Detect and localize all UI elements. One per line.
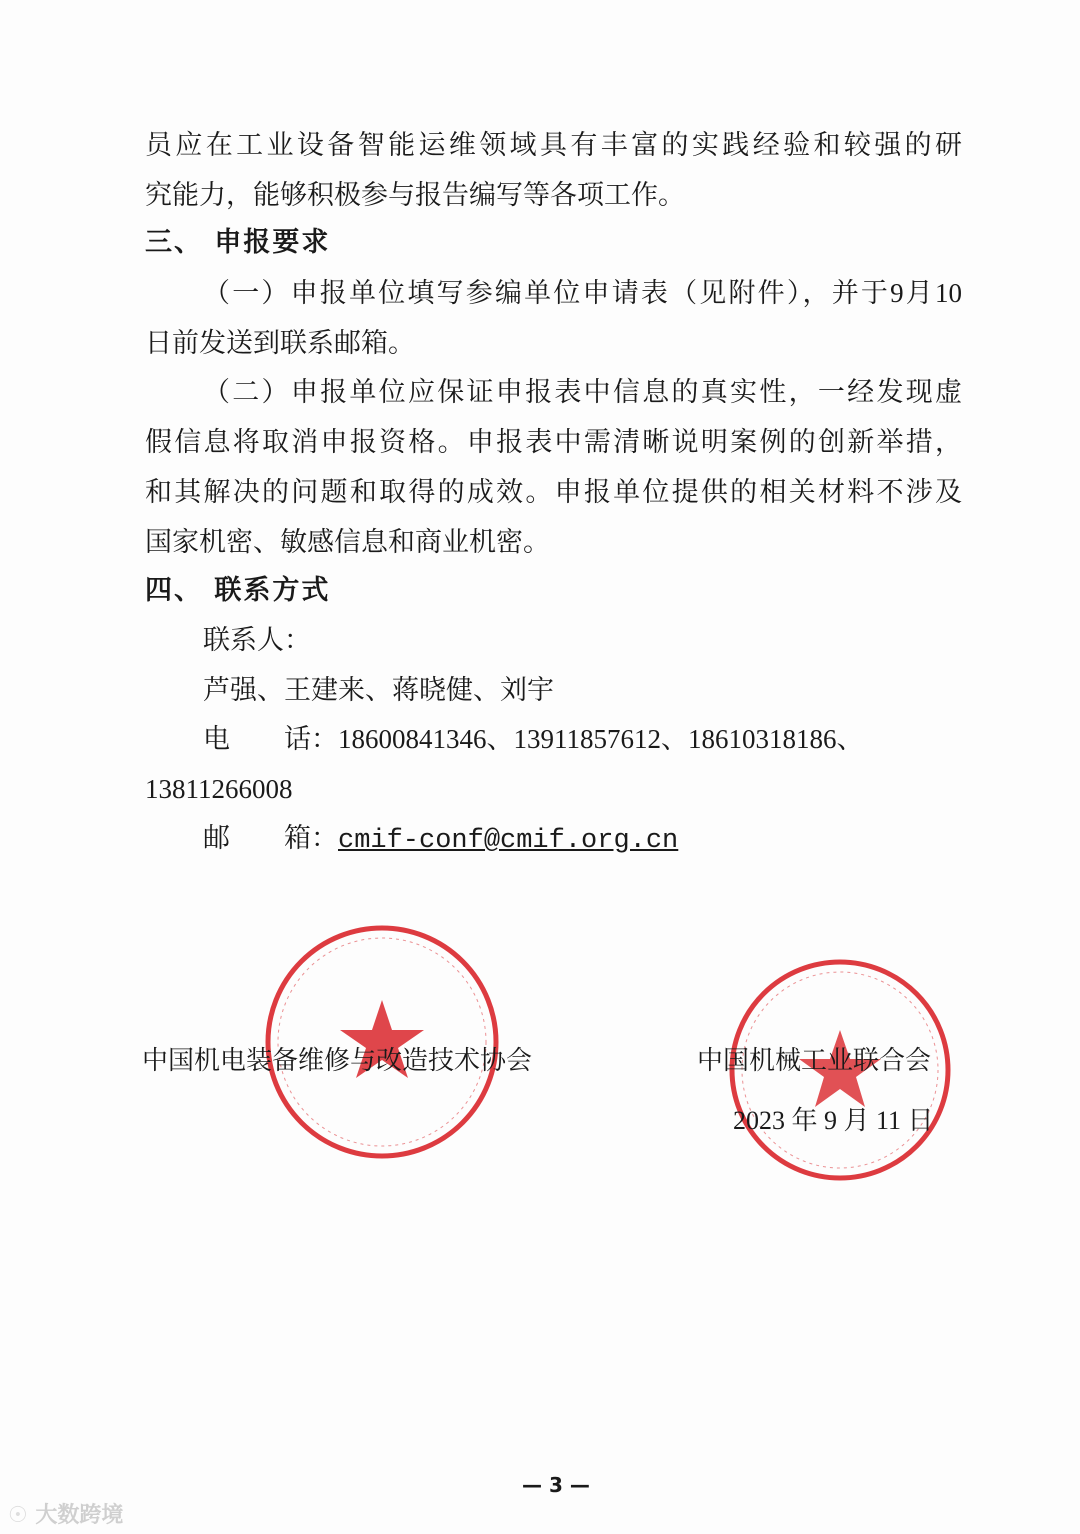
body-line: 假信息将取消申报资格。申报表中需清晰说明案例的创新举措， [145, 427, 962, 457]
email-line [203, 821, 962, 855]
body-line: 国家机密、敏感信息和商业机密。 [145, 527, 550, 557]
email-link[interactable]: cmif-conf@cmif.org.cn [338, 826, 679, 856]
body-line: 究能力，能够积极参与报告编写等各项工作。 [145, 180, 685, 210]
body-line: （二）申报单位应保证申报表中信息的真实性，一经发现虚 [203, 377, 962, 407]
email-label: 邮 箱： [203, 823, 338, 853]
section-heading: 四、 联系方式 [145, 575, 331, 606]
watermark-logo: ☉ 大数跨境 [8, 1503, 124, 1528]
contact-label: 联系人： [203, 625, 311, 655]
body-line: 员应在工业设备智能运维领域具有丰富的实践经验和较强的研 [145, 130, 962, 160]
phone-line: 13811266008 [145, 774, 293, 804]
body-line: （一）申报单位填写参编单位申请表（见附件），并于9月10 [203, 278, 962, 308]
seal-stamp-1 [262, 922, 502, 1162]
issuer-org-1: 中国机电装备维修与改造技术协会 [142, 1046, 533, 1076]
body-line: 日前发送到联系邮箱。 [145, 328, 415, 358]
section-heading: 三、 申报要求 [145, 227, 331, 258]
contact-names: 芦强、王建来、蒋晓健、刘宇 [203, 675, 554, 705]
phone-line: 电 话：18600841346、13911857612、18610318186、 [203, 724, 864, 754]
issuer-org-2: 中国机械工业联合会 [697, 1046, 932, 1076]
body-line: 和其解决的问题和取得的成效。申报单位提供的相关材料不涉及 [145, 477, 962, 507]
issue-date: 2023 年 9 月 11 日 [733, 1106, 934, 1135]
watermark-text: 大数跨境 [35, 1503, 124, 1528]
page-number: — 3 — [522, 1473, 590, 1497]
